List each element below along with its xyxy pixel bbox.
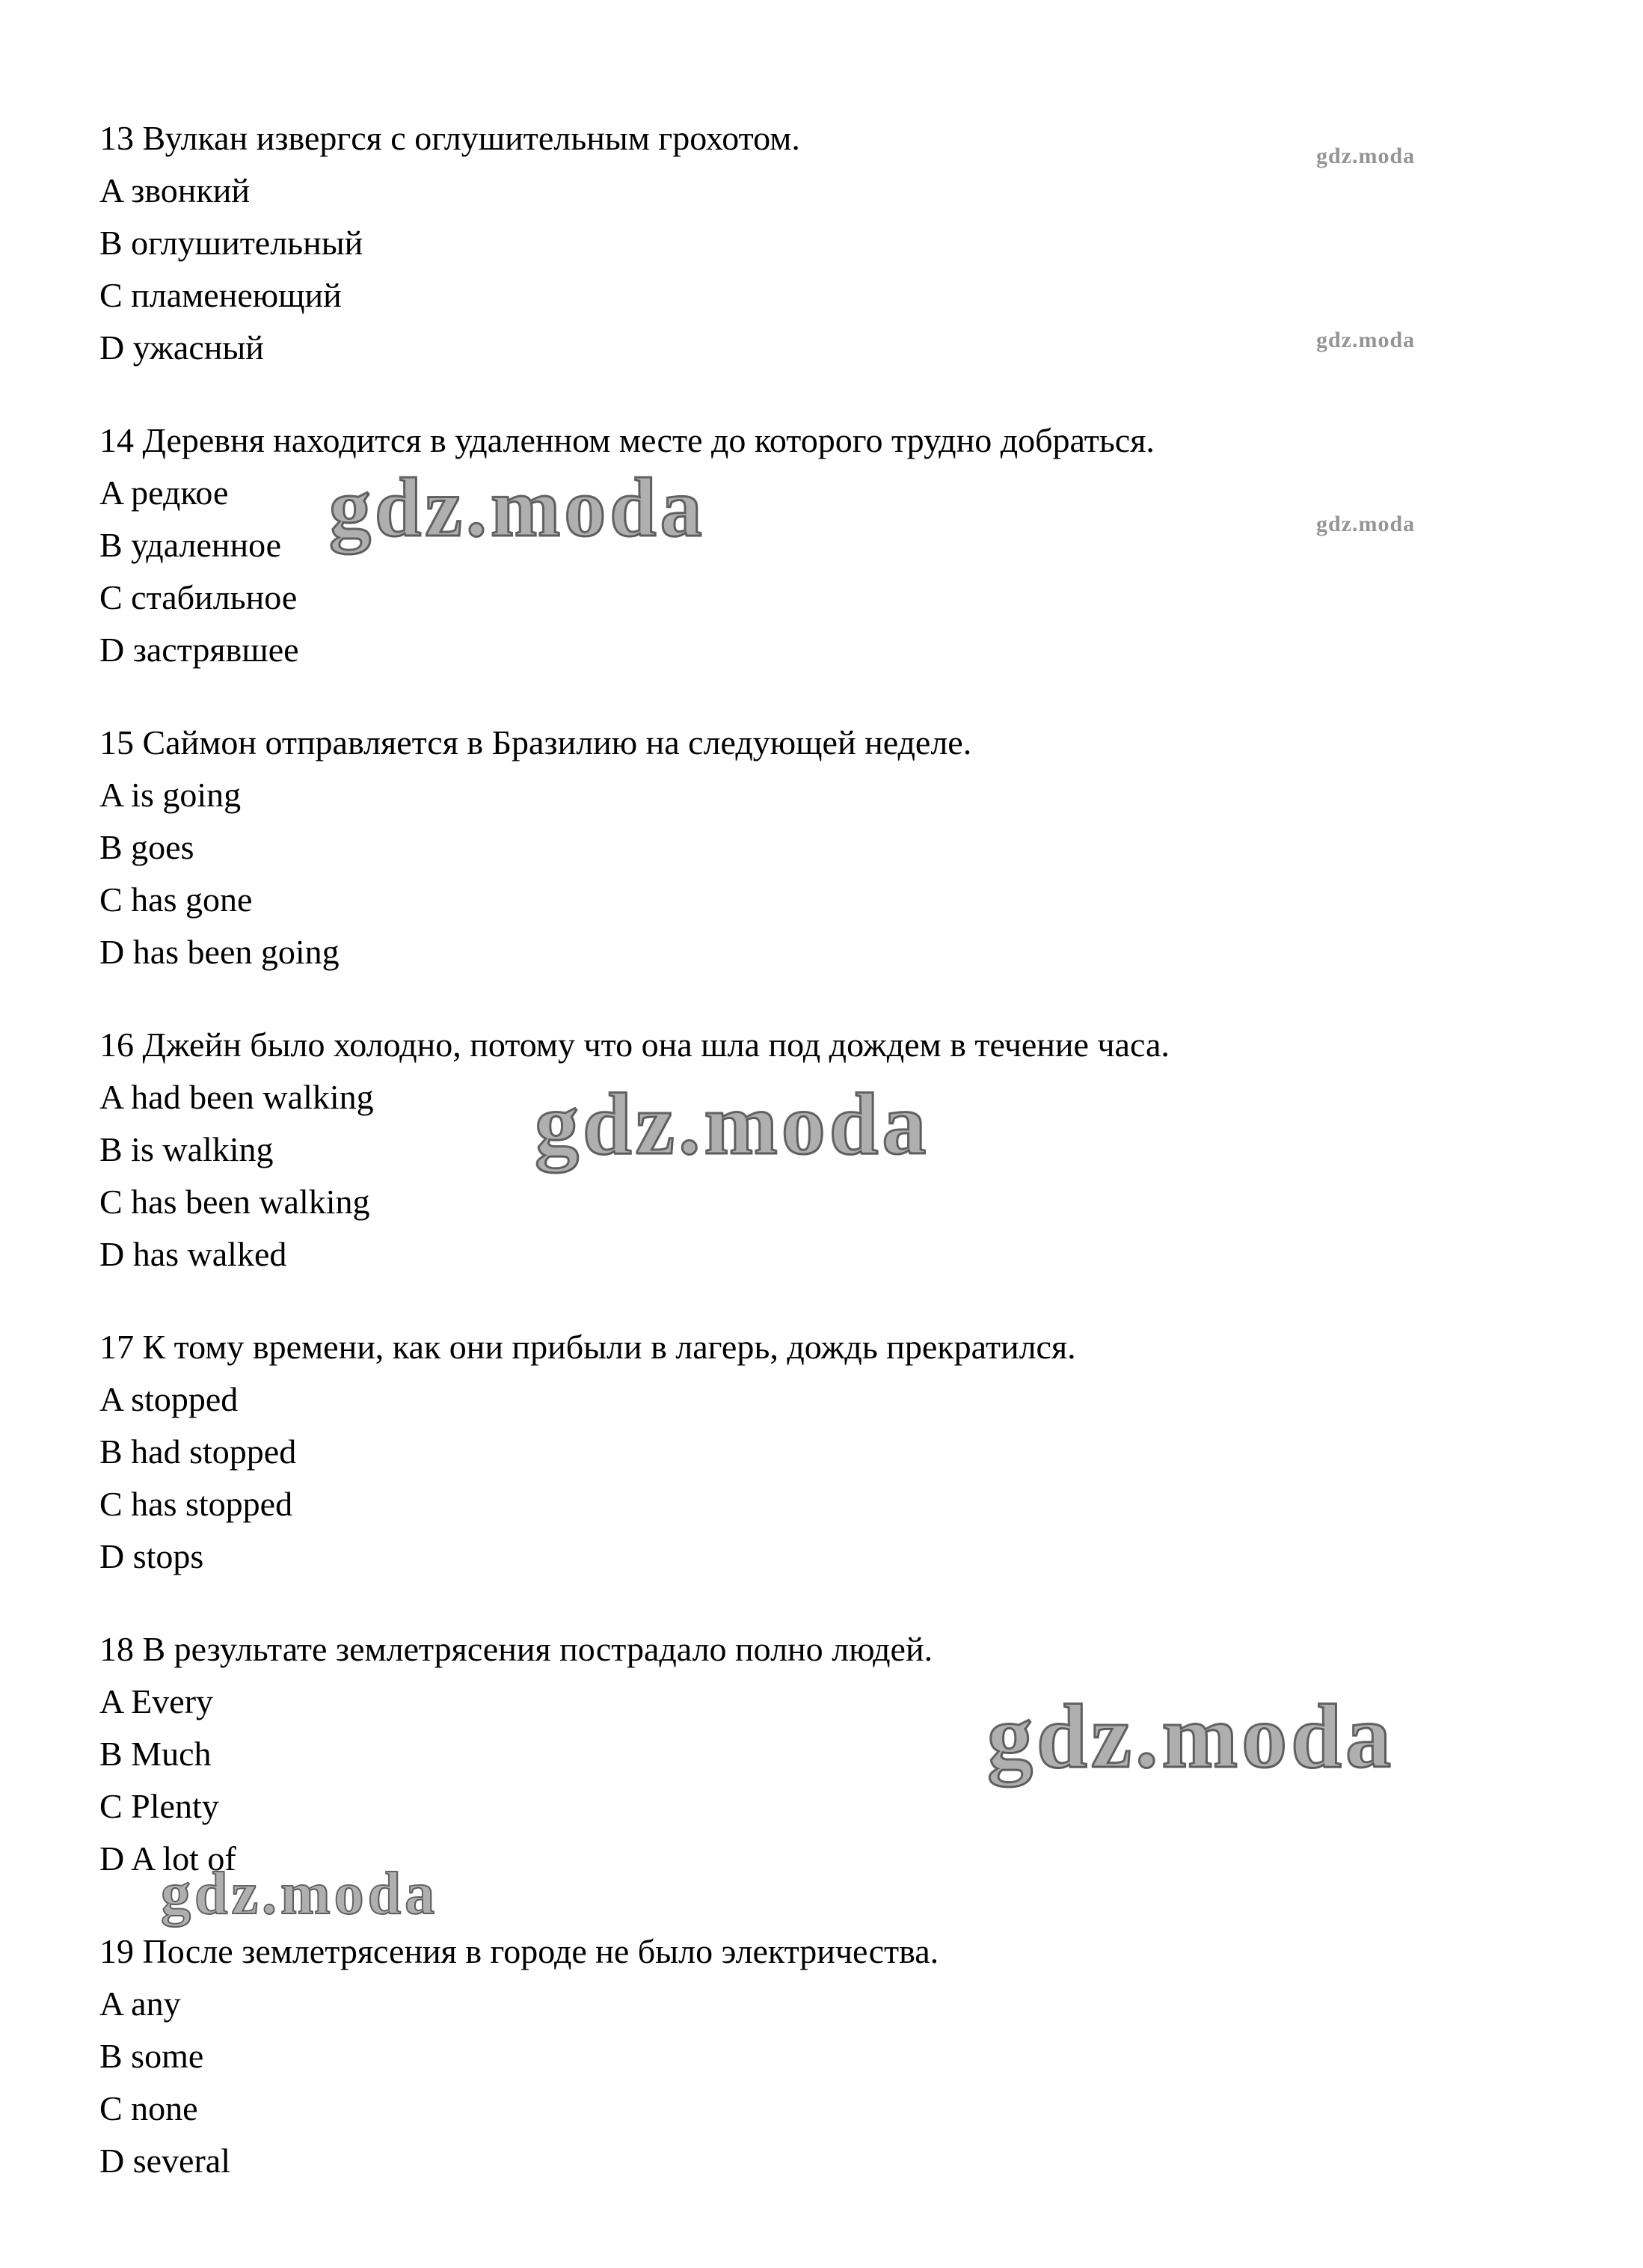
answer-option-A: A any bbox=[99, 1985, 181, 2023]
answer-option-C: C none bbox=[99, 2089, 198, 2127]
answer-option-B: B Much bbox=[99, 1735, 212, 1773]
answer-option-D: D застрявшее bbox=[99, 631, 299, 669]
question-text: 18 В результате землетрясения пострадало полно людей. bbox=[99, 1630, 933, 1668]
answer-option-B: B удаленное bbox=[99, 526, 282, 564]
answer-option-B: B goes bbox=[99, 828, 194, 866]
watermark-gdz-moda-small-1: gdz.moda bbox=[1316, 144, 1416, 168]
answer-option-A: A had been walking bbox=[99, 1078, 374, 1116]
questions-list bbox=[99, 112, 1583, 2228]
question-text: 17 К тому времени, как они прибыли в лагерь, дождь прекратился. bbox=[99, 1328, 1076, 1366]
question-text: 16 Джейн было холодно, потому что она шла под дождем в течение часа. bbox=[99, 1026, 1170, 1064]
answer-option-A: A звонкий bbox=[99, 171, 250, 209]
answer-option-D: D several bbox=[99, 2142, 230, 2180]
answer-option-C: C has stopped bbox=[99, 1485, 293, 1523]
question-text: 13 Вулкан извергся с оглушительным грохотом. bbox=[99, 119, 800, 157]
question-block bbox=[99, 1623, 1583, 1885]
question-block bbox=[99, 1925, 1583, 2187]
answer-option-C: C Plenty bbox=[99, 1787, 219, 1825]
watermark-gdz-moda-small-2: gdz.moda bbox=[1316, 328, 1416, 352]
answer-option-D: D has walked bbox=[99, 1235, 287, 1273]
answer-option-D: D stops bbox=[99, 1537, 204, 1575]
question-block bbox=[99, 112, 1583, 374]
answer-option-B: B is walking bbox=[99, 1130, 274, 1168]
answer-option-A: A редкое bbox=[99, 473, 229, 512]
answer-option-B: B had stopped bbox=[99, 1432, 297, 1471]
watermark-gdz-moda-large-3: gdz.moda bbox=[987, 1686, 1395, 1787]
watermark-gdz-moda-large-1: gdz.moda bbox=[329, 462, 706, 554]
answer-option-C: C has been walking bbox=[99, 1183, 370, 1221]
question-block bbox=[99, 414, 1583, 676]
question-text: 15 Саймон отправляется в Бразилию на следующей неделе. bbox=[99, 723, 972, 761]
answer-option-D: D ужасный bbox=[99, 328, 264, 367]
answer-option-D: D has been going bbox=[99, 933, 340, 971]
answer-option-A: A stopped bbox=[99, 1380, 239, 1418]
answer-option-B: B оглушительный bbox=[99, 224, 363, 262]
question-text: 14 Деревня находится в удаленном месте до которого трудно добраться. bbox=[99, 421, 1155, 459]
answer-option-B: B some bbox=[99, 2037, 204, 2075]
answer-option-C: C has gone bbox=[99, 880, 253, 919]
watermark-gdz-moda-large-2: gdz.moda bbox=[535, 1075, 930, 1173]
question-block bbox=[99, 1321, 1583, 1583]
answer-option-C: C пламенеющий bbox=[99, 276, 342, 314]
watermark-gdz-moda-small-3: gdz.moda bbox=[1316, 512, 1416, 536]
answer-option-C: C стабильное bbox=[99, 578, 298, 616]
watermark-gdz-moda-medium-4: gdz.moda bbox=[161, 1861, 439, 1927]
answer-option-A: A Every bbox=[99, 1682, 214, 1720]
question-block bbox=[99, 717, 1583, 978]
question-text: 19 После землетрясения в городе не было электричества. bbox=[99, 1932, 939, 1970]
answer-option-A: A is going bbox=[99, 776, 242, 814]
question-block bbox=[99, 1019, 1583, 1281]
answer-option-D: D A lot of bbox=[99, 1839, 236, 1878]
